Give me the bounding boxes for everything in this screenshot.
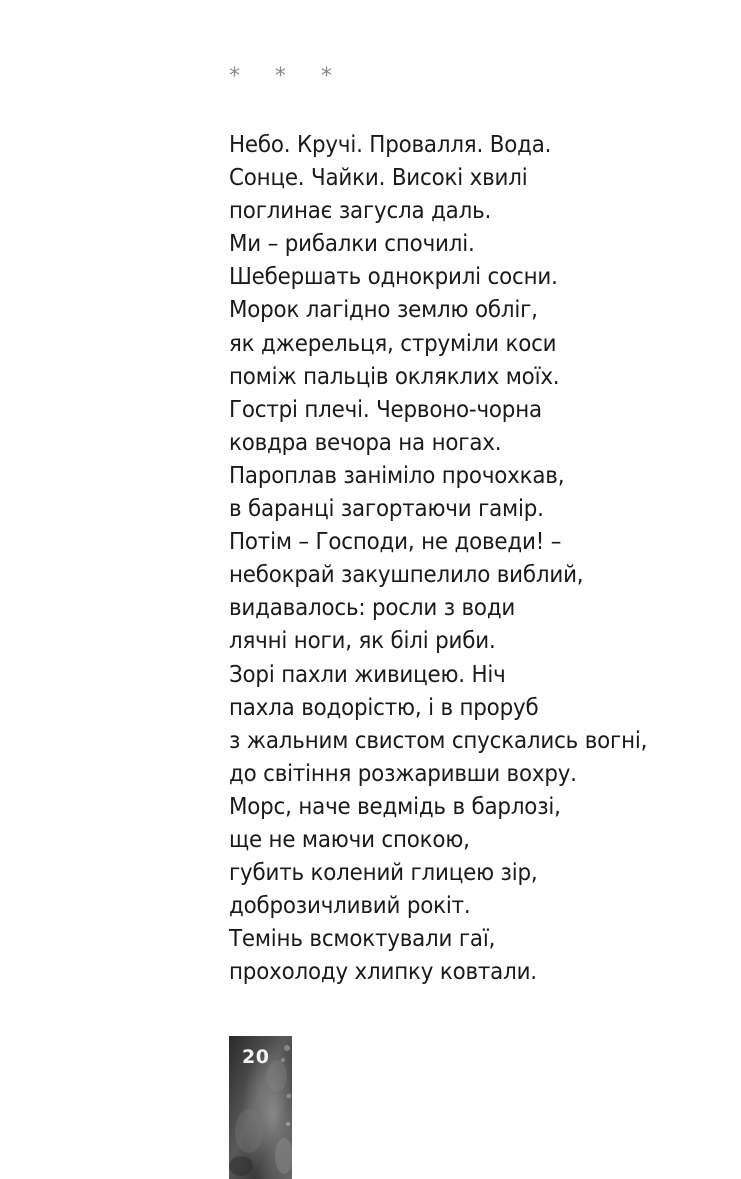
poem-line: прохолоду хлипку ковтали. [229, 959, 537, 986]
poem-line: Пароплав заніміло прочохкав, [229, 462, 565, 489]
poem-line: Ми – рибалки спочилі. [229, 231, 475, 258]
poem-line: Гострі плечі. Червоно-чорна [229, 396, 542, 423]
poem-line: з жальним свистом спускались вогні, [229, 727, 648, 754]
poem-line: ковдра вечора на ногах. [229, 429, 502, 456]
poem-line: пахла водорістю, і в проруб [229, 694, 539, 721]
section-marker: * * * [229, 64, 346, 89]
poem-line: Потім – Господи, не доведи! – [229, 529, 562, 556]
poem-line: поміж пальців окляклих моїх. [229, 363, 560, 390]
poem-line: губить колений глицею зір, [229, 860, 538, 887]
poem-line: Темінь всмоктували гаї, [229, 926, 496, 953]
poem-line: до світіння розжаривши вохру. [229, 760, 577, 787]
page-number: 20 [242, 1046, 270, 1068]
poem-line: в баранці загортаючи гамір. [229, 496, 544, 523]
page-number-tab [229, 1036, 292, 1179]
poem-line: лячні ноги, як білі риби. [229, 628, 496, 655]
poem-line: як джерельця, струміли коси [229, 330, 557, 357]
poem-line: видавалось: росли з води [229, 595, 516, 622]
poem-line: Морок лагідно землю обліг, [229, 297, 538, 324]
poem-line: ще не маючи спокою, [229, 826, 470, 853]
poem-line: поглинає загусла даль. [229, 198, 492, 225]
poem-line: небокрай закушпелило виблий, [229, 562, 584, 589]
poem-line: Сонце. Чайки. Високі хвилі [229, 165, 528, 192]
poem-line: Морс, наче ведмідь в барлозі, [229, 793, 561, 820]
poem-line: Зорі пахли живицею. Ніч [229, 661, 506, 688]
poem-line: доброзичливий рокіт. [229, 893, 471, 920]
poem-line: Небо. Кручі. Провалля. Вода. [229, 132, 552, 158]
poem-text [229, 129, 729, 989]
poem-line: Шебершать однокрилі сосни. [229, 264, 558, 291]
